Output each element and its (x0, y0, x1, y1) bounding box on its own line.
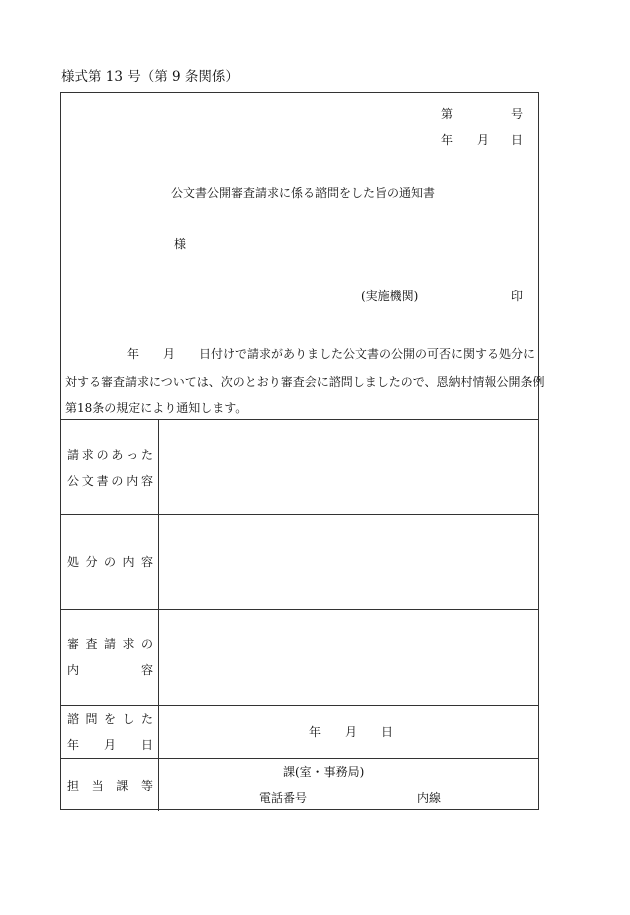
issue-date-day: 日 (511, 133, 524, 147)
body-line1-text: 日付けで請求がありました公文書の公開の可否に関する処分に (199, 347, 536, 361)
document-title: 公文書公開審査請求に係る諮問をした旨の通知書 (171, 186, 436, 200)
issue-date-year: 年 (441, 133, 454, 147)
row2-label: 処 分 の 内 容 (67, 555, 153, 569)
row3-label-line1: 審 査 請 求 の (67, 637, 153, 651)
table-top-rule (61, 419, 538, 420)
body-line2: 対する審査請求については、次のとおり審査会に諮問しましたので、恩納村情報公開条例 (65, 375, 545, 389)
row4-label-line1: 諮 問 を し た (67, 712, 153, 726)
issue-date-month: 月 (477, 133, 490, 147)
addressee-suffix: 様 (174, 237, 187, 251)
row1-label-line1: 請 求 の あ っ た (67, 448, 153, 462)
row4-label-line2: 年 月 日 (67, 738, 153, 752)
body-line1-month: 月 (163, 347, 176, 361)
row3-label-line2: 内 容 (67, 663, 153, 677)
notice-form-sheet (60, 92, 545, 810)
row-divider-3 (61, 705, 538, 706)
form-number-label: 様式第 13 号（第 9 条関係） (61, 69, 239, 85)
body-line1-year: 年 (127, 347, 140, 361)
row1-label-line2: 公 文 書 の 内 容 (67, 474, 153, 488)
doc-number-suffix: 号 (511, 107, 524, 121)
extension-label: 内線 (417, 791, 442, 805)
body-line3: 第18条の規定により通知します。 (65, 401, 248, 415)
row5-label: 担 当 課 等 (67, 779, 153, 793)
inquiry-date-day: 日 (381, 725, 394, 739)
inquiry-date-month: 月 (345, 725, 358, 739)
row-divider-2 (61, 609, 538, 610)
row-divider-1 (61, 514, 538, 515)
label-column-divider (158, 419, 159, 811)
inquiry-date-year: 年 (309, 725, 322, 739)
row-divider-4 (61, 758, 538, 759)
seal-mark: 印 (511, 289, 524, 303)
department-label: 課(室・事務局) (283, 765, 365, 779)
phone-number-label: 電話番号 (259, 791, 308, 805)
issuer-label: (実施機関) (361, 289, 419, 303)
doc-number-prefix: 第 (441, 107, 454, 121)
